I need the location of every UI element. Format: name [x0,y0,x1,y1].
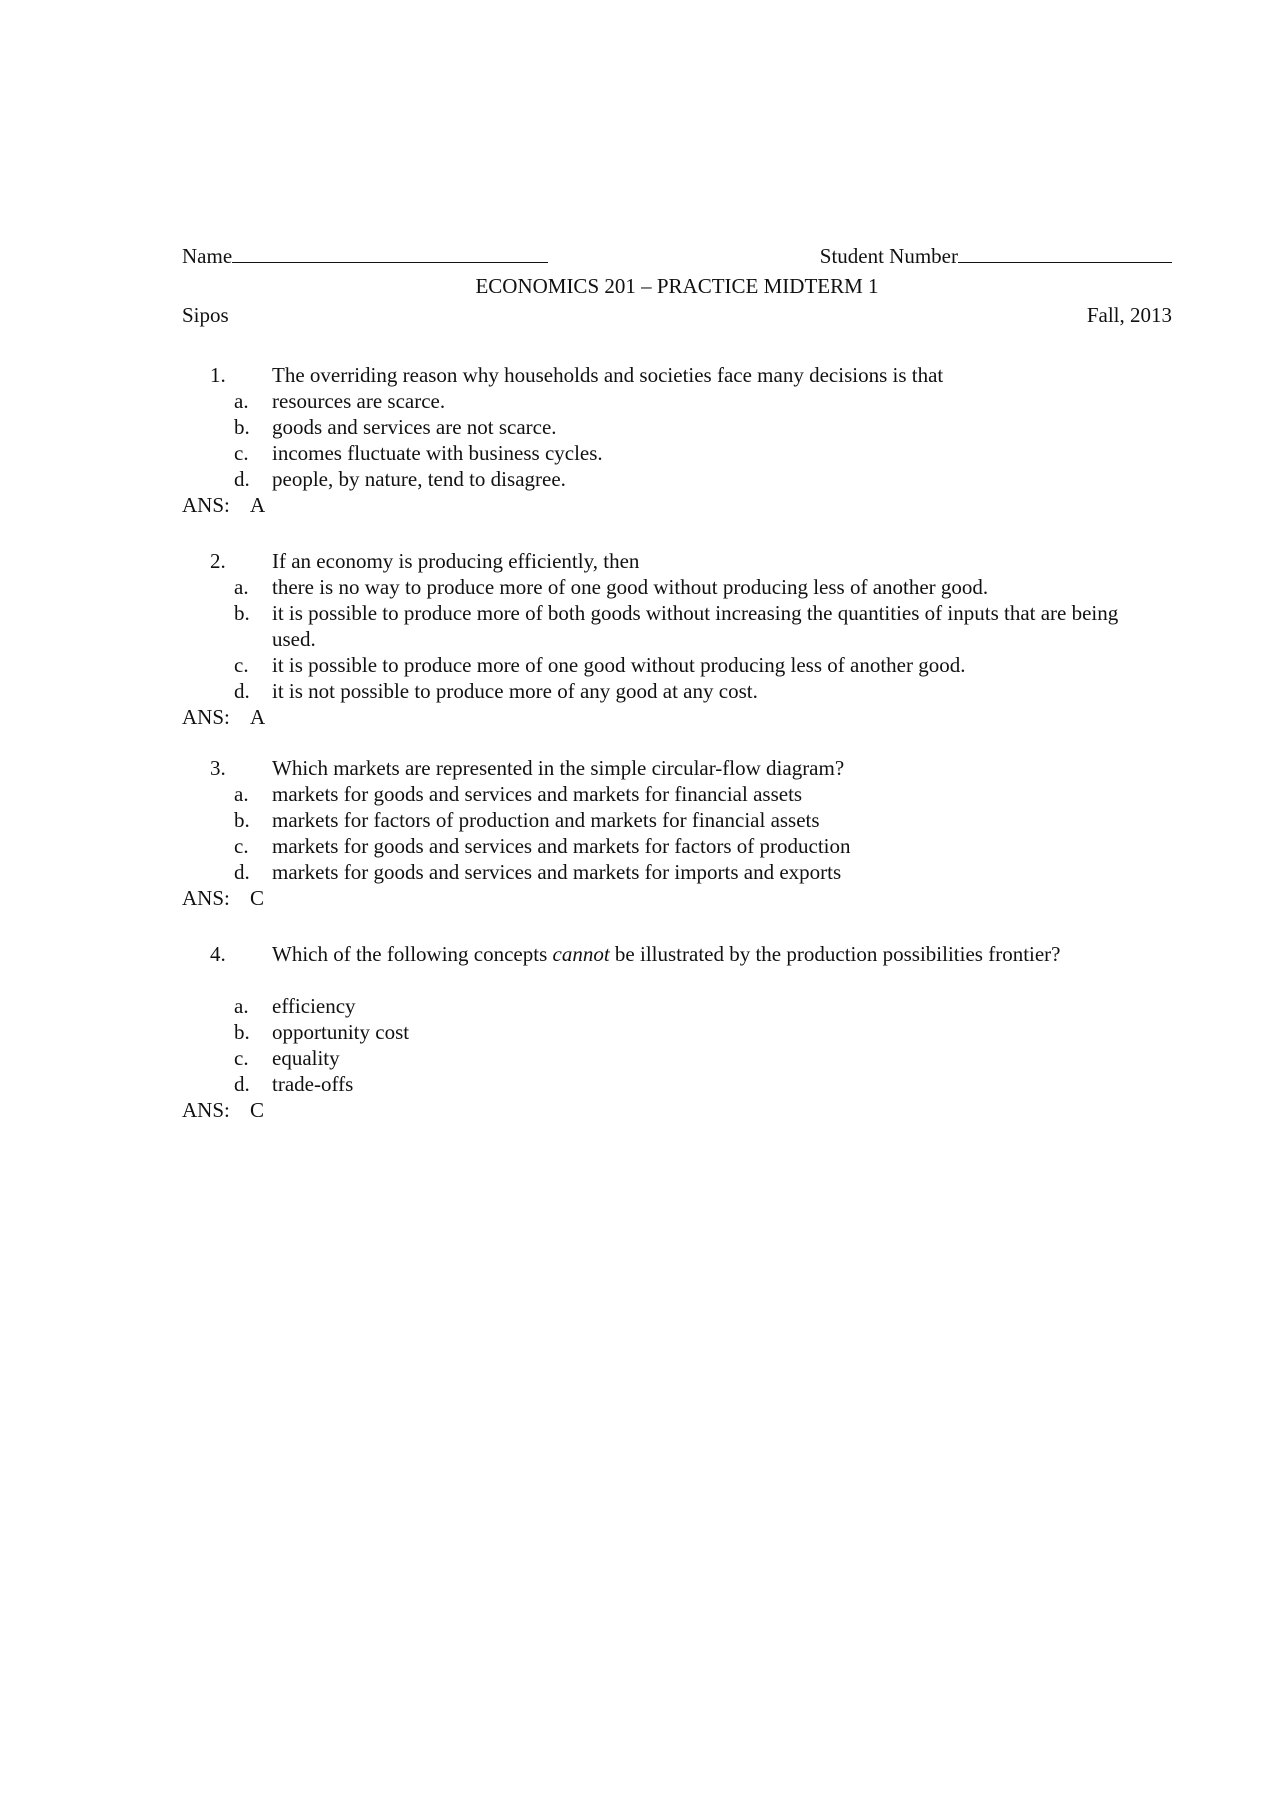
option-c: c. markets for goods and services and markets for factors of production [234,834,851,858]
answer-line [182,492,1182,518]
option-d: d. people, by nature, tend to disagree. [234,467,566,491]
option-c: c. it is possible to produce more of one good without producing less of another good. [234,653,966,677]
question-stem: Which of the following concepts cannot be illustrated by the production possibilities frontier? [272,942,1061,966]
name-label: Name [182,244,233,268]
question-number: 3. [210,756,226,780]
option-d: d. it is not possible to produce more of any good at any cost. [234,679,758,703]
option-a: a. resources are scarce. [234,389,446,413]
answer-line [182,885,1182,911]
question-stem: The overriding reason why households and societies face many decisions is that [272,363,944,387]
option-c: c. equality [234,1046,340,1070]
header-row-course [182,300,1172,330]
name-blank-line [232,244,548,263]
option-a: a. efficiency [234,994,356,1018]
question-2 [182,548,1182,730]
question-stem: Which markets are represented in the simple circular-flow diagram? [272,756,845,780]
option-d: d. trade-offs [234,1072,354,1096]
question-4 [182,941,1182,1123]
answer-value: A [250,493,266,517]
exam-title: ECONOMICS 201 – PRACTICE MIDTERM 1 [475,274,879,298]
answer-label: ANS: [182,1098,230,1122]
emphasized-word: cannot [552,942,610,966]
option-c: c. incomes fluctuate with business cycles. [234,441,603,465]
answer-label: ANS: [182,493,230,517]
name-field [182,241,548,271]
option-d: d. markets for goods and services and markets for imports and exports [234,860,842,884]
option-a: a. there is no way to produce more of one good without producing less of another good. [234,575,989,599]
answer-value: A [250,705,266,729]
option-b: b. markets for factors of production and markets for financial assets [234,808,820,832]
header-row-identity [182,241,1172,271]
option-b: b. it is possible to produce more of both goods without increasing the quantities of inputs that are being used. [234,601,1119,651]
question-number: 2. [210,549,226,573]
question-number: 1. [210,363,226,387]
answer-value: C [250,1098,265,1122]
answer-label: ANS: [182,886,230,910]
option-b: b. opportunity cost [234,1020,410,1044]
answer-label: ANS: [182,705,230,729]
option-b: b. goods and services are not scarce. [234,415,557,439]
question-stem: If an economy is producing efficiently, then [272,549,640,573]
question-1 [182,362,1182,518]
question-3 [182,755,1182,911]
answer-line [182,704,1182,730]
student-number-field [820,241,1172,271]
answer-line [182,1097,1182,1123]
header-row-title [182,271,1172,301]
term-label: Fall, 2013 [1086,303,1172,327]
answer-value: C [250,886,265,910]
student-number-blank-line [958,244,1172,263]
instructor-name: Sipos [182,303,229,327]
option-a: a. markets for goods and services and markets for financial assets [234,782,803,806]
student-number-label: Student Number [819,244,958,268]
question-number: 4. [210,942,226,966]
